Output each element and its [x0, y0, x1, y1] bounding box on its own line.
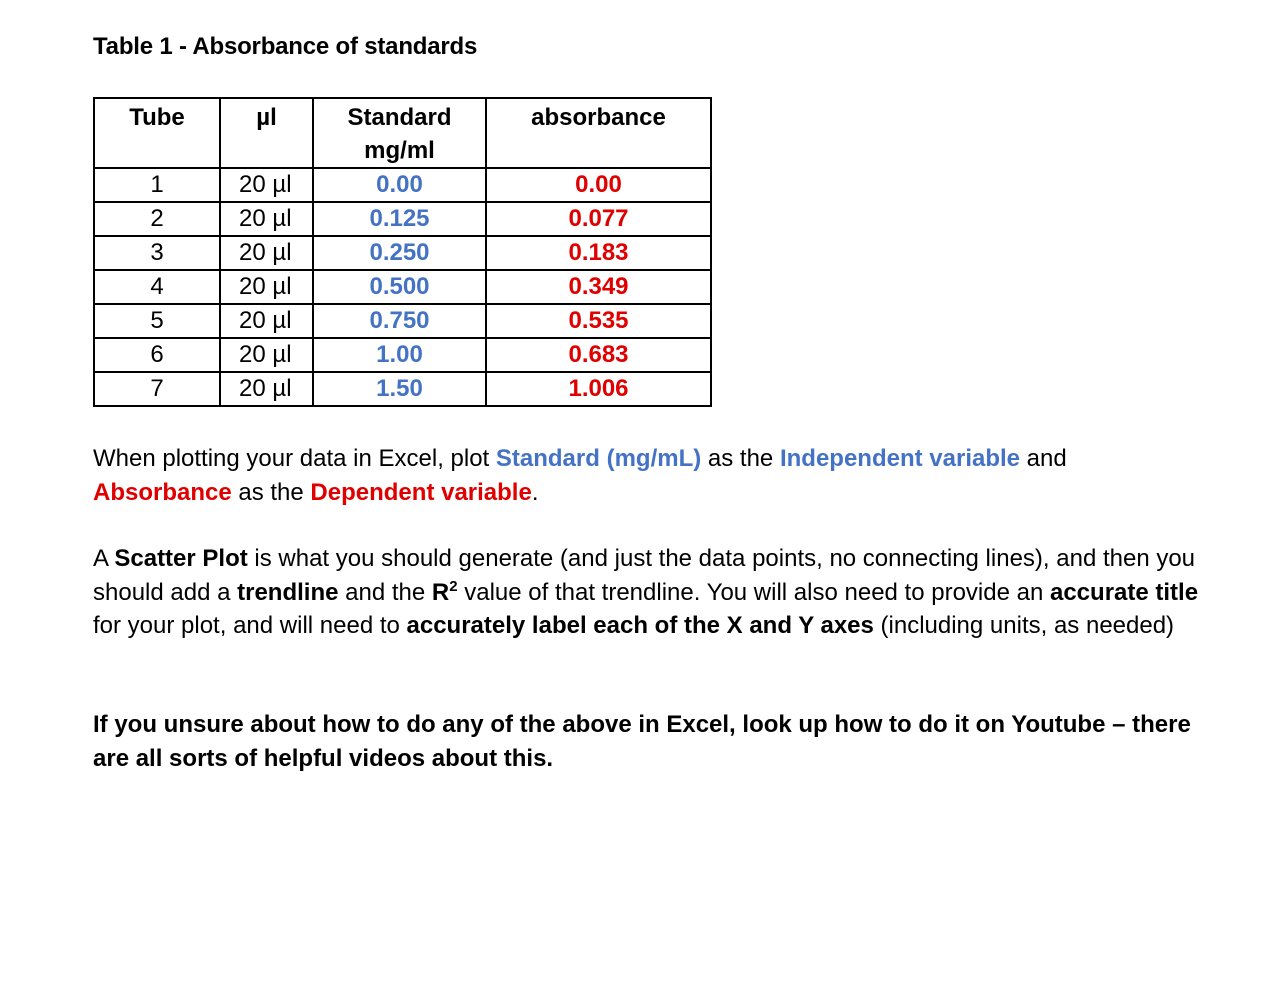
p1-text-5: .	[531, 478, 539, 506]
standard-term: Standard (mg/mL)	[495, 445, 702, 472]
r-letter: R	[431, 578, 450, 606]
cell-tube: 4	[94, 270, 220, 304]
cell-tube: 2	[94, 202, 220, 236]
cell-tube: 5	[94, 304, 220, 338]
accurate-title-term: accurate title	[1049, 578, 1199, 606]
cell-absorbance: 0.683	[486, 338, 711, 372]
label-axes-term: accurately label each of the X and Y axes	[406, 612, 874, 639]
header-standard-line1: Standard	[347, 104, 452, 131]
cell-absorbance: 0.535	[486, 304, 711, 338]
table-row	[94, 338, 711, 372]
cell-absorbance: 0.349	[486, 270, 711, 304]
independent-variable-term: Independent variable	[779, 445, 1021, 472]
cell-volume: 20 µl	[220, 304, 313, 338]
cell-standard: 0.125	[313, 202, 486, 236]
cell-absorbance: 1.006	[486, 372, 711, 406]
table-row	[94, 236, 711, 270]
table-row	[94, 270, 711, 304]
cell-tube: 6	[94, 338, 220, 372]
p2-text-6: (including units, as needed)	[873, 612, 1175, 639]
table-row	[94, 304, 711, 338]
header-tube: Tube	[94, 98, 220, 168]
cell-standard: 1.00	[313, 338, 486, 372]
cell-volume: 20 µl	[220, 372, 313, 406]
cell-volume: 20 µl	[220, 236, 313, 270]
absorbance-term: Absorbance	[93, 478, 232, 506]
table-body	[94, 168, 711, 406]
youtube-advice: If you unsure about how to do any of the above in Excel, look up how to do it on Youtube – there are all sorts of helpful videos about this.	[93, 711, 1191, 772]
p2-text-2: is what you should generate (and just the data points, no connecting lines), and then you should add a	[93, 545, 1196, 606]
table-header-row	[94, 98, 711, 168]
p2-text-5: for your plot, and will need to	[93, 612, 407, 639]
cell-standard: 0.00	[313, 168, 486, 202]
r-squared-term	[432, 579, 458, 606]
cell-volume: 20 µl	[220, 168, 313, 202]
cell-volume: 20 µl	[220, 270, 313, 304]
p2-text-1: A	[93, 545, 115, 572]
p1-text-1: When plotting your data in Excel, plot	[93, 445, 496, 472]
header-ul: µl	[220, 98, 313, 168]
cell-absorbance: 0.077	[486, 202, 711, 236]
trendline-term: trendline	[237, 578, 339, 606]
cell-tube: 7	[94, 372, 220, 406]
cell-volume: 20 µl	[220, 202, 313, 236]
header-standard-line2: mg/ml	[364, 137, 435, 164]
header-standard	[313, 98, 486, 168]
cell-standard: 0.750	[313, 304, 486, 338]
plotting-instructions	[93, 442, 1213, 509]
table-title: Table 1 - Absorbance of standards	[93, 33, 478, 60]
table-row	[94, 372, 711, 406]
dependent-variable-term: Dependent variable	[310, 478, 532, 506]
cell-tube: 1	[94, 168, 220, 202]
cell-absorbance: 0.183	[486, 236, 711, 270]
cell-standard: 0.250	[313, 236, 486, 270]
table-row	[94, 202, 711, 236]
cell-absorbance: 0.00	[486, 168, 711, 202]
cell-volume: 20 µl	[220, 338, 313, 372]
standards-table	[93, 97, 712, 407]
cell-standard: 0.500	[313, 270, 486, 304]
p1-text-3: and	[1020, 445, 1067, 472]
header-absorbance: absorbance	[486, 98, 711, 168]
table-row	[94, 168, 711, 202]
cell-standard: 1.50	[313, 372, 486, 406]
p2-text-4: value of that trendline. You will also need to provide an	[457, 578, 1050, 606]
p1-text-4: as the	[231, 478, 311, 506]
p2-text-3: and the	[338, 578, 432, 606]
scatter-plot-instructions	[93, 542, 1213, 643]
scatter-plot-term: Scatter Plot	[114, 545, 248, 572]
r-superscript: 2	[449, 577, 458, 595]
cell-tube: 3	[94, 236, 220, 270]
p1-text-2: as the	[701, 445, 780, 472]
